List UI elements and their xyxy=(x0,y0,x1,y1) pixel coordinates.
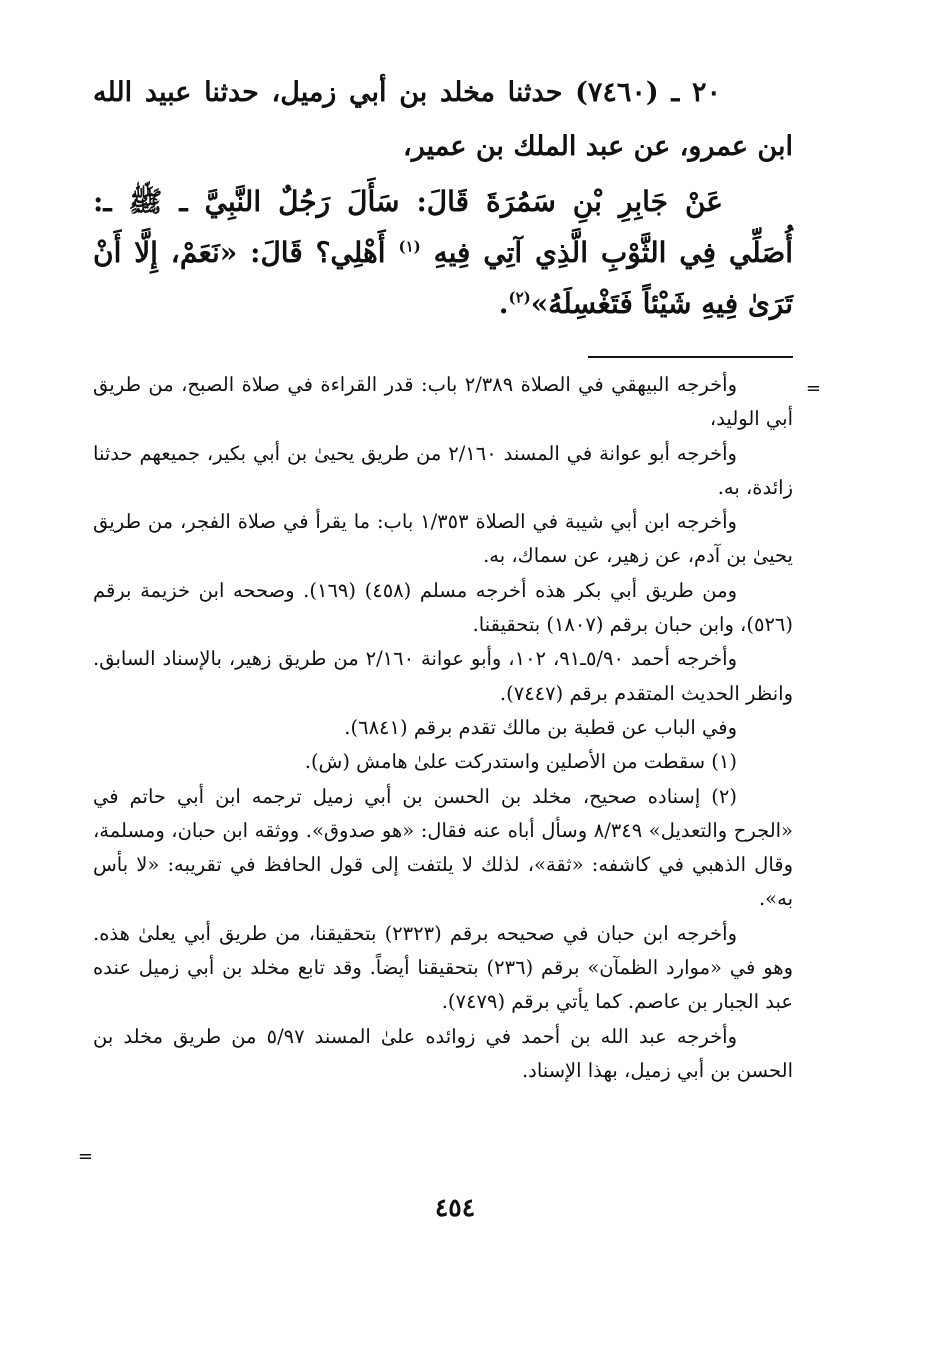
footnote-paragraph: وأخرجه عبد الله بن أحمد في زوائده علىٰ المسند ٥/٩٧ من طريق مخلد بن الحسن بن أبي زميل، بهذا الإسناد. xyxy=(93,1024,793,1082)
page-number: ٤٥٤ xyxy=(434,1193,476,1222)
continuation-mark-bottom: = xyxy=(77,1146,93,1167)
footnote-paragraph: وأخرجه ابن حبان في صحيحه برقم (٢٣٢٣) بتحقيقنا، من طريق أبي يعلىٰ هذه. وهو في «موارد الظمآن» برقم (٢٣٦) بتحقيقنا أيضاً. وقد تابع مخلد بن أبي زميل عنده عبد الجبار بن عاصم. كما يأتي برقم (٧٤٧٩). xyxy=(93,921,793,1014)
footnote-2: (٢) إسناده صحيح، مخلد بن الحسن بن أبي زميل ترجمه ابن أبي حاتم في «الجرح والتعديل» ٨/٣٤٩ وسأل أباه عنه فقال: «هو صدوق». ووثقه ابن حبان، ومسلمة، وقال الذهبي في كاشفه: «ثقة»، لذلك لا يلتفت إلى قول الحافظ في تقريبه: «لا بأس به». xyxy=(93,784,793,911)
hadith-matn xyxy=(93,176,793,329)
footnote-ref-2: (٢) xyxy=(508,288,531,307)
hadith-isnad: ٢٠ ـ (٧٤٦٠) حدثنا مخلد بن أبي زميل، حدثنا عبيد الله ابن عمرو، عن عبد الملك بن عمير، xyxy=(93,77,793,162)
matn-part-1: عَنْ جَابِرِ بْنِ سَمُرَةَ قَالَ: سَأَلَ رَجُلٌ النَّبِيَّ ـ ﷺ ـ: أُصَلِّي فِي الثَّوْبِ الَّذِي آتِي فِيهِ xyxy=(93,185,794,269)
footnote-paragraph: وأخرجه أحمد ٥/٩٠ـ٩١، ١٠٢، وأبو عوانة ٢/١٦٠ من طريق زهير، بالإسناد السابق. وانظر الحديث المتقدم برقم (٧٤٤٧). xyxy=(93,647,793,705)
continuation-mark-top: = xyxy=(805,378,821,399)
footnotes xyxy=(93,368,793,1088)
footnote-separator xyxy=(588,356,793,358)
footnote-paragraph: وفي الباب عن قطبة بن مالك تقدم برقم (٦٨٤١). xyxy=(344,715,737,739)
hadith-block xyxy=(93,66,793,329)
matn-part-2: أَهْلِي؟ قَالَ: «نَعَمْ، إِلَّا أَنْ تَرَىٰ فِيهِ شَيْئاً فَتَغْسِلَهُ» xyxy=(93,236,793,320)
footnote-paragraph: ومن طريق أبي بكر هذه أخرجه مسلم (٤٥٨) (١٦٩). وصححه ابن خزيمة برقم (٥٢٦)، وابن حبان برقم (١٨٠٧) بتحقيقنا. xyxy=(93,578,793,637)
footnote-1: (١) سقطت من الأصلين واستدركت علىٰ هامش (ش). xyxy=(304,750,737,774)
footnote-paragraph: وأخرجه ابن أبي شيبة في الصلاة ١/٣٥٣ باب: ما يقرأ في صلاة الفجر، من طريق يحيىٰ بن آدم، عن زهير، عن سماك، به. xyxy=(93,510,793,568)
footnote-paragraph: وأخرجه البيهقي في الصلاة ٢/٣٨٩ باب: قدر القراءة في صلاة الصبح، من طريق أبي الوليد، xyxy=(93,373,793,431)
footnote-ref-1: (١) xyxy=(398,237,421,256)
footnote-paragraph: وأخرجه أبو عوانة في المسند ٢/١٦٠ من طريق يحيىٰ بن أبي بكير، جميعهم حدثنا زائدة، به. xyxy=(93,441,793,499)
matn-end: . xyxy=(498,287,509,320)
